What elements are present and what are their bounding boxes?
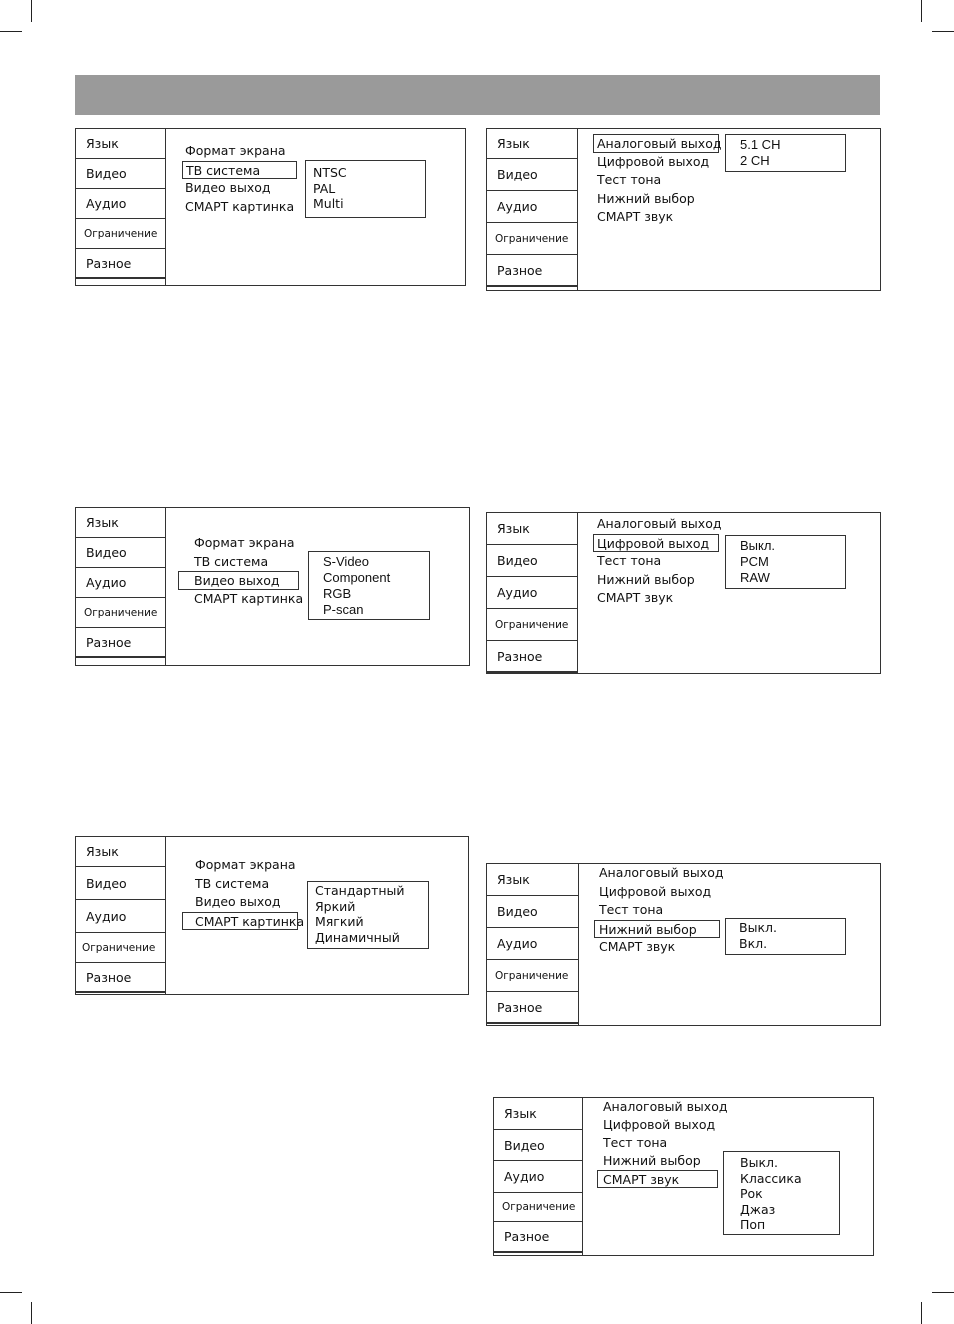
sidebar-item-language[interactable]: Язык — [76, 129, 165, 159]
sidebar-item-misc[interactable]: Разное — [487, 255, 577, 287]
crop-mark — [0, 31, 22, 32]
sidebar-item-language[interactable]: Язык — [494, 1098, 582, 1130]
menu-items — [594, 864, 724, 957]
sidebar-item-audio[interactable]: Аудио — [76, 568, 165, 598]
option-item[interactable]: Вкл. — [739, 935, 768, 951]
menu-item-screen-format[interactable]: Формат экрана — [195, 857, 296, 872]
sidebar-item-video[interactable]: Видео — [487, 545, 577, 577]
menu-item-bottom-choice[interactable]: Нижний выбор — [603, 1153, 701, 1168]
menu-item-tv-system[interactable]: ТВ система — [195, 875, 270, 891]
menu-panel-digital-output — [486, 512, 881, 674]
sidebar-item-audio[interactable]: Аудио — [487, 191, 577, 223]
menu-item-test-tone[interactable]: Тест тона — [603, 1135, 668, 1150]
option-item[interactable]: Component — [323, 570, 391, 585]
option-item[interactable]: Классика — [740, 1170, 802, 1186]
option-item[interactable]: NTSC — [313, 165, 347, 180]
option-item[interactable]: Поп — [740, 1217, 766, 1232]
sidebar — [76, 129, 166, 285]
options-list-smart-picture — [307, 881, 429, 949]
sidebar-item-restriction[interactable]: Ограничение — [76, 598, 165, 628]
menu-item-test-tone[interactable]: Тест тона — [597, 172, 662, 187]
sidebar-item-audio[interactable]: Аудио — [76, 189, 165, 219]
menu-item-analog-output[interactable]: Аналоговый выход — [603, 1099, 728, 1114]
sidebar-item-video[interactable]: Видео — [487, 896, 578, 928]
option-item[interactable]: PAL — [313, 180, 336, 196]
header-banner — [75, 75, 880, 115]
menu-item-digital-output[interactable]: Цифровой выход — [603, 1117, 716, 1132]
sidebar-item-misc[interactable]: Разное — [494, 1222, 582, 1253]
menu-item-smart-picture[interactable]: СМАРТ картинка — [182, 912, 298, 931]
crop-mark — [31, 0, 32, 22]
menu-item-test-tone[interactable]: Тест тона — [597, 553, 662, 568]
menu-item-smart-sound[interactable]: СМАРТ звук — [597, 1170, 718, 1188]
option-item[interactable]: Мягкий — [315, 914, 364, 929]
menu-item-analog-output[interactable]: Аналоговый выход — [593, 134, 719, 153]
menu-item-tv-system[interactable]: ТВ система — [182, 161, 297, 180]
menu-panel-bottom-choice — [486, 863, 881, 1026]
menu-panel-smart-picture — [75, 836, 469, 995]
option-item[interactable]: 5.1 CH — [740, 137, 781, 152]
sidebar-item-misc[interactable]: Разное — [76, 963, 165, 993]
menu-item-analog-output[interactable]: Аналоговый выход — [597, 516, 722, 531]
menu-items — [182, 142, 297, 216]
menu-item-smart-sound[interactable]: СМАРТ звук — [599, 939, 676, 954]
options-list-bottom-choice — [725, 918, 846, 955]
menu-item-test-tone[interactable]: Тест тона — [599, 902, 664, 917]
menu-panel-analog-output — [486, 128, 881, 291]
sidebar-item-misc[interactable]: Разное — [487, 992, 578, 1024]
menu-item-analog-output[interactable]: Аналоговый выход — [599, 865, 724, 880]
options-list-tv-system — [305, 160, 426, 218]
crop-mark — [0, 1292, 22, 1293]
sidebar-item-language[interactable]: Язык — [76, 508, 165, 538]
option-item[interactable]: Динамичный — [315, 929, 400, 945]
sidebar-item-language[interactable]: Язык — [487, 129, 577, 159]
menu-item-video-output[interactable]: Видео выход — [178, 571, 299, 590]
sidebar-item-video[interactable]: Видео — [76, 538, 165, 568]
options-list-smart-sound — [723, 1151, 840, 1235]
option-item[interactable]: RAW — [740, 570, 770, 585]
option-item[interactable]: Выкл. — [740, 538, 776, 553]
option-item[interactable]: P-scan — [323, 602, 364, 617]
sidebar-item-restriction[interactable]: Ограничение — [76, 933, 165, 963]
menu-panel-tv-system — [75, 128, 466, 286]
menu-item-smart-picture[interactable]: СМАРТ картинка — [194, 590, 304, 606]
option-item[interactable]: RGB — [323, 586, 352, 601]
sidebar-item-video[interactable]: Видео — [76, 867, 165, 900]
option-item[interactable]: 2 CH — [740, 153, 770, 168]
sidebar-item-misc[interactable]: Разное — [76, 249, 165, 279]
option-item[interactable]: Рок — [740, 1186, 763, 1201]
menu-item-digital-output[interactable]: Цифровой выход — [597, 153, 710, 169]
crop-mark — [31, 1302, 32, 1324]
menu-item-video-output[interactable]: Видео выход — [195, 894, 281, 909]
option-item[interactable]: Джаз — [740, 1201, 776, 1217]
menu-items — [178, 534, 304, 608]
menu-item-screen-format[interactable]: Формат экрана — [194, 535, 295, 550]
menu-item-screen-format[interactable]: Формат экрана — [185, 143, 286, 158]
menu-panel-video-output — [75, 507, 470, 666]
option-item[interactable]: Выкл. — [739, 920, 777, 935]
option-item[interactable]: Яркий — [315, 898, 356, 914]
sidebar-item-video[interactable]: Видео — [487, 159, 577, 191]
sidebar-item-language[interactable]: Язык — [487, 513, 577, 545]
sidebar-item-audio[interactable]: Аудио — [76, 900, 165, 933]
sidebar-item-restriction[interactable]: Ограничение — [76, 219, 165, 249]
menu-item-bottom-choice[interactable]: Нижний выбор — [594, 920, 720, 939]
menu-items — [593, 515, 722, 608]
sidebar-item-language[interactable]: Язык — [76, 837, 165, 867]
sidebar-item-restriction[interactable]: Ограничение — [487, 960, 578, 992]
menu-item-video-output[interactable]: Видео выход — [185, 180, 271, 195]
menu-item-bottom-choice[interactable]: Нижний выбор — [597, 571, 695, 587]
sidebar-item-restriction[interactable]: Ограничение — [487, 609, 577, 641]
crop-mark — [921, 0, 922, 22]
option-item[interactable]: PCM — [740, 554, 769, 569]
sidebar-item-restriction[interactable]: Ограничение — [494, 1192, 582, 1222]
menu-item-digital-output[interactable]: Цифровой выход — [599, 883, 712, 899]
menu-item-smart-sound[interactable]: СМАРТ звук — [597, 209, 674, 224]
sidebar — [487, 129, 578, 290]
sidebar-item-video[interactable]: Видео — [76, 159, 165, 189]
menu-items — [597, 1098, 728, 1188]
menu-item-smart-picture[interactable]: СМАРТ картинка — [185, 198, 295, 214]
sidebar-item-audio[interactable]: Аудио — [487, 577, 577, 609]
option-item[interactable]: Выкл. — [740, 1155, 778, 1170]
menu-item-bottom-choice[interactable]: Нижний выбор — [597, 190, 695, 206]
crop-mark — [932, 1292, 954, 1293]
sidebar — [494, 1098, 583, 1255]
sidebar — [487, 513, 578, 673]
sidebar-item-audio[interactable]: Аудио — [487, 928, 578, 960]
sidebar-item-audio[interactable]: Аудио — [504, 1169, 545, 1184]
menu-item-smart-sound[interactable]: СМАРТ звук — [597, 590, 674, 605]
sidebar-item-language[interactable]: Язык — [487, 864, 578, 896]
crop-mark — [921, 1302, 922, 1324]
option-item[interactable]: S-Video — [323, 554, 370, 569]
sidebar — [487, 864, 579, 1025]
options-list-analog-output — [725, 134, 846, 172]
sidebar-item-video[interactable]: Видео — [494, 1130, 582, 1161]
sidebar-item-misc[interactable]: Разное — [76, 628, 165, 658]
option-item[interactable]: Стандартный — [315, 883, 405, 898]
sidebar-item-misc[interactable]: Разное — [487, 641, 577, 673]
menu-item-tv-system[interactable]: ТВ система — [194, 553, 269, 569]
sidebar — [76, 508, 166, 665]
menu-item-digital-output[interactable]: Цифровой выход — [593, 534, 719, 553]
menu-items — [593, 134, 722, 227]
sidebar-item-restriction[interactable]: Ограничение — [487, 223, 577, 255]
options-list-video-output — [308, 551, 430, 620]
sidebar — [76, 837, 166, 994]
options-list-digital-output — [725, 535, 846, 589]
option-item[interactable]: Multi — [313, 196, 344, 211]
menu-items — [182, 856, 305, 930]
crop-mark — [932, 31, 954, 32]
menu-panel-smart-sound — [493, 1097, 874, 1256]
